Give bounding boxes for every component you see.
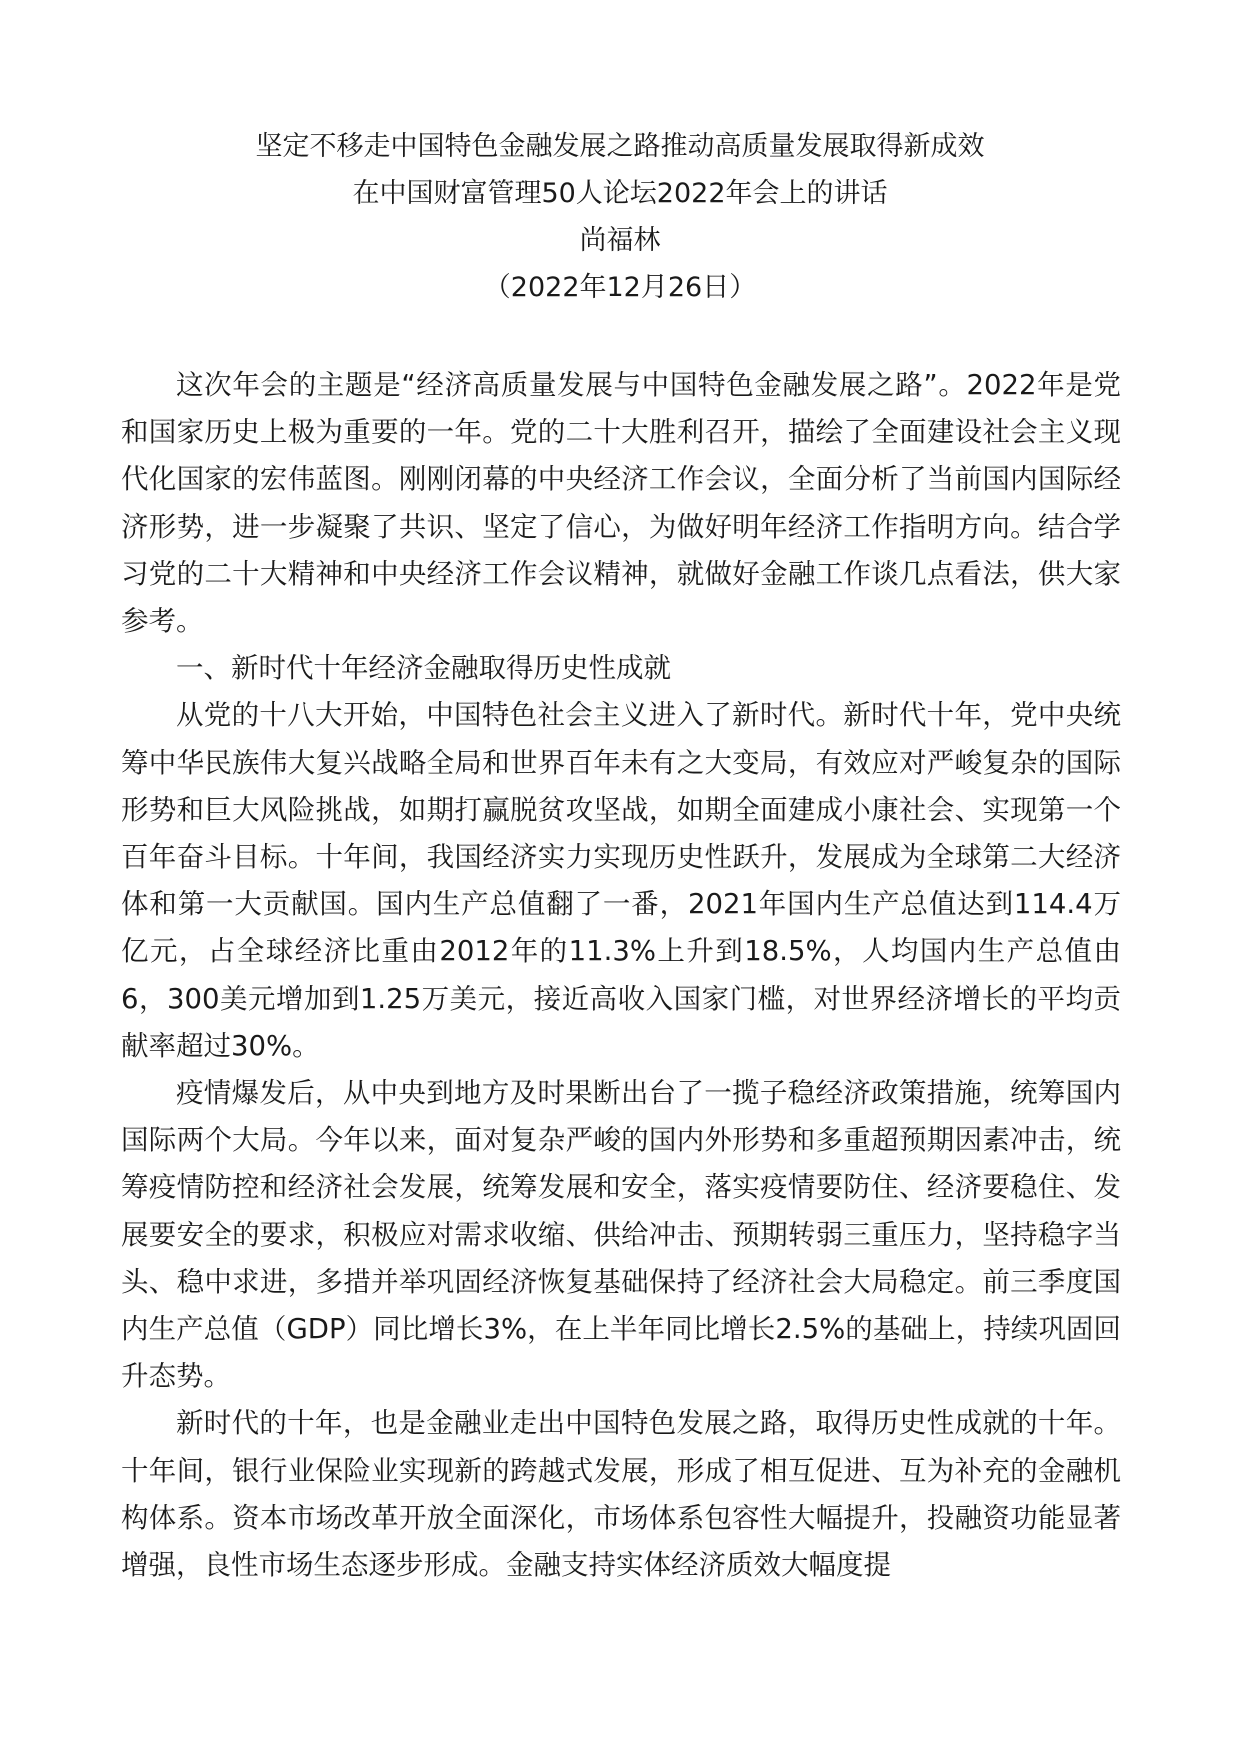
- document-body: [121, 362, 1121, 1589]
- document-title: 坚定不移走中国特色金融发展之路推动高质量发展取得新成效: [255, 131, 985, 162]
- paragraph-financial-sector: 新时代的十年，也是金融业走出中国特色发展之路，取得历史性成就的十年。十年间，银行业保险业实现新的跨越式发展，形成了相互促进、互为补充的金融机构体系。资本市场改革开放全面深化，市场体系包容性大幅提升，投融资功能显著增强，良性市场生态逐步形成。金融支持实体经济质效大幅度提: [121, 1407, 1121, 1582]
- document-header: [0, 123, 1240, 311]
- paragraph-achievements: 从党的十八大开始，中国特色社会主义进入了新时代。新时代十年，党中央统筹中华民族伟大复兴战略全局和世界百年未有之大变局，有效应对严峻复杂的国际形势和巨大风险挑战，如期打赢脱贫攻坚战，如期全面建成小康社会、实现第一个百年奋斗目标。十年间，我国经济实力实现历史性跃升，发展成为全球第二大经济体和第一大贡献国。国内生产总值翻了一番，2021年国内生产总值达到114.4万亿元，占全球经济比重由2012年的11.3%上升到18.5%，人均国内生产总值由6，300美元增加到1.25万美元，接近高收入国家门槛，对世界经济增长的平均贡献率超过30%。: [121, 699, 1121, 1062]
- paragraph-pandemic-response: 疫情爆发后，从中央到地方及时果断出台了一揽子稳经济政策措施，统筹国内国际两个大局。今年以来，面对复杂严峻的国内外形势和多重超预期因素冲击，统筹疫情防控和经济社会发展，统筹发展和安全，落实疫情要防住、经济要稳住、发展要安全的要求，积极应对需求收缩、供给冲击、预期转弱三重压力，坚持稳字当头、稳中求进，多措并举巩固经济恢复基础保持了经济社会大局稳定。前三季度国内生产总值（GDP）同比增长3%，在上半年同比增长2.5%的基础上，持续巩固回升态势。: [121, 1077, 1121, 1393]
- document-author: 尚福林: [579, 225, 661, 256]
- document-date: （2022年12月26日）: [483, 272, 757, 303]
- document-subtitle: 在中国财富管理50人论坛2022年会上的讲话: [352, 178, 888, 209]
- section-heading: 一、新时代十年经济金融取得历史性成就: [176, 652, 671, 685]
- paragraph-intro: 这次年会的主题是“经济高质量发展与中国特色金融发展之路”。2022年是党和国家历史上极为重要的一年。党的二十大胜利召开，描绘了全面建设社会主义现代化国家的宏伟蓝图。刚刚闭幕的中央经济工作会议，全面分析了当前国内国际经济形势，进一步凝聚了共识、坚定了信心，为做好明年经济工作指明方向。结合学习党的二十大精神和中央经济工作会议精神，就做好金融工作谈几点看法，供大家参考。: [121, 369, 1121, 638]
